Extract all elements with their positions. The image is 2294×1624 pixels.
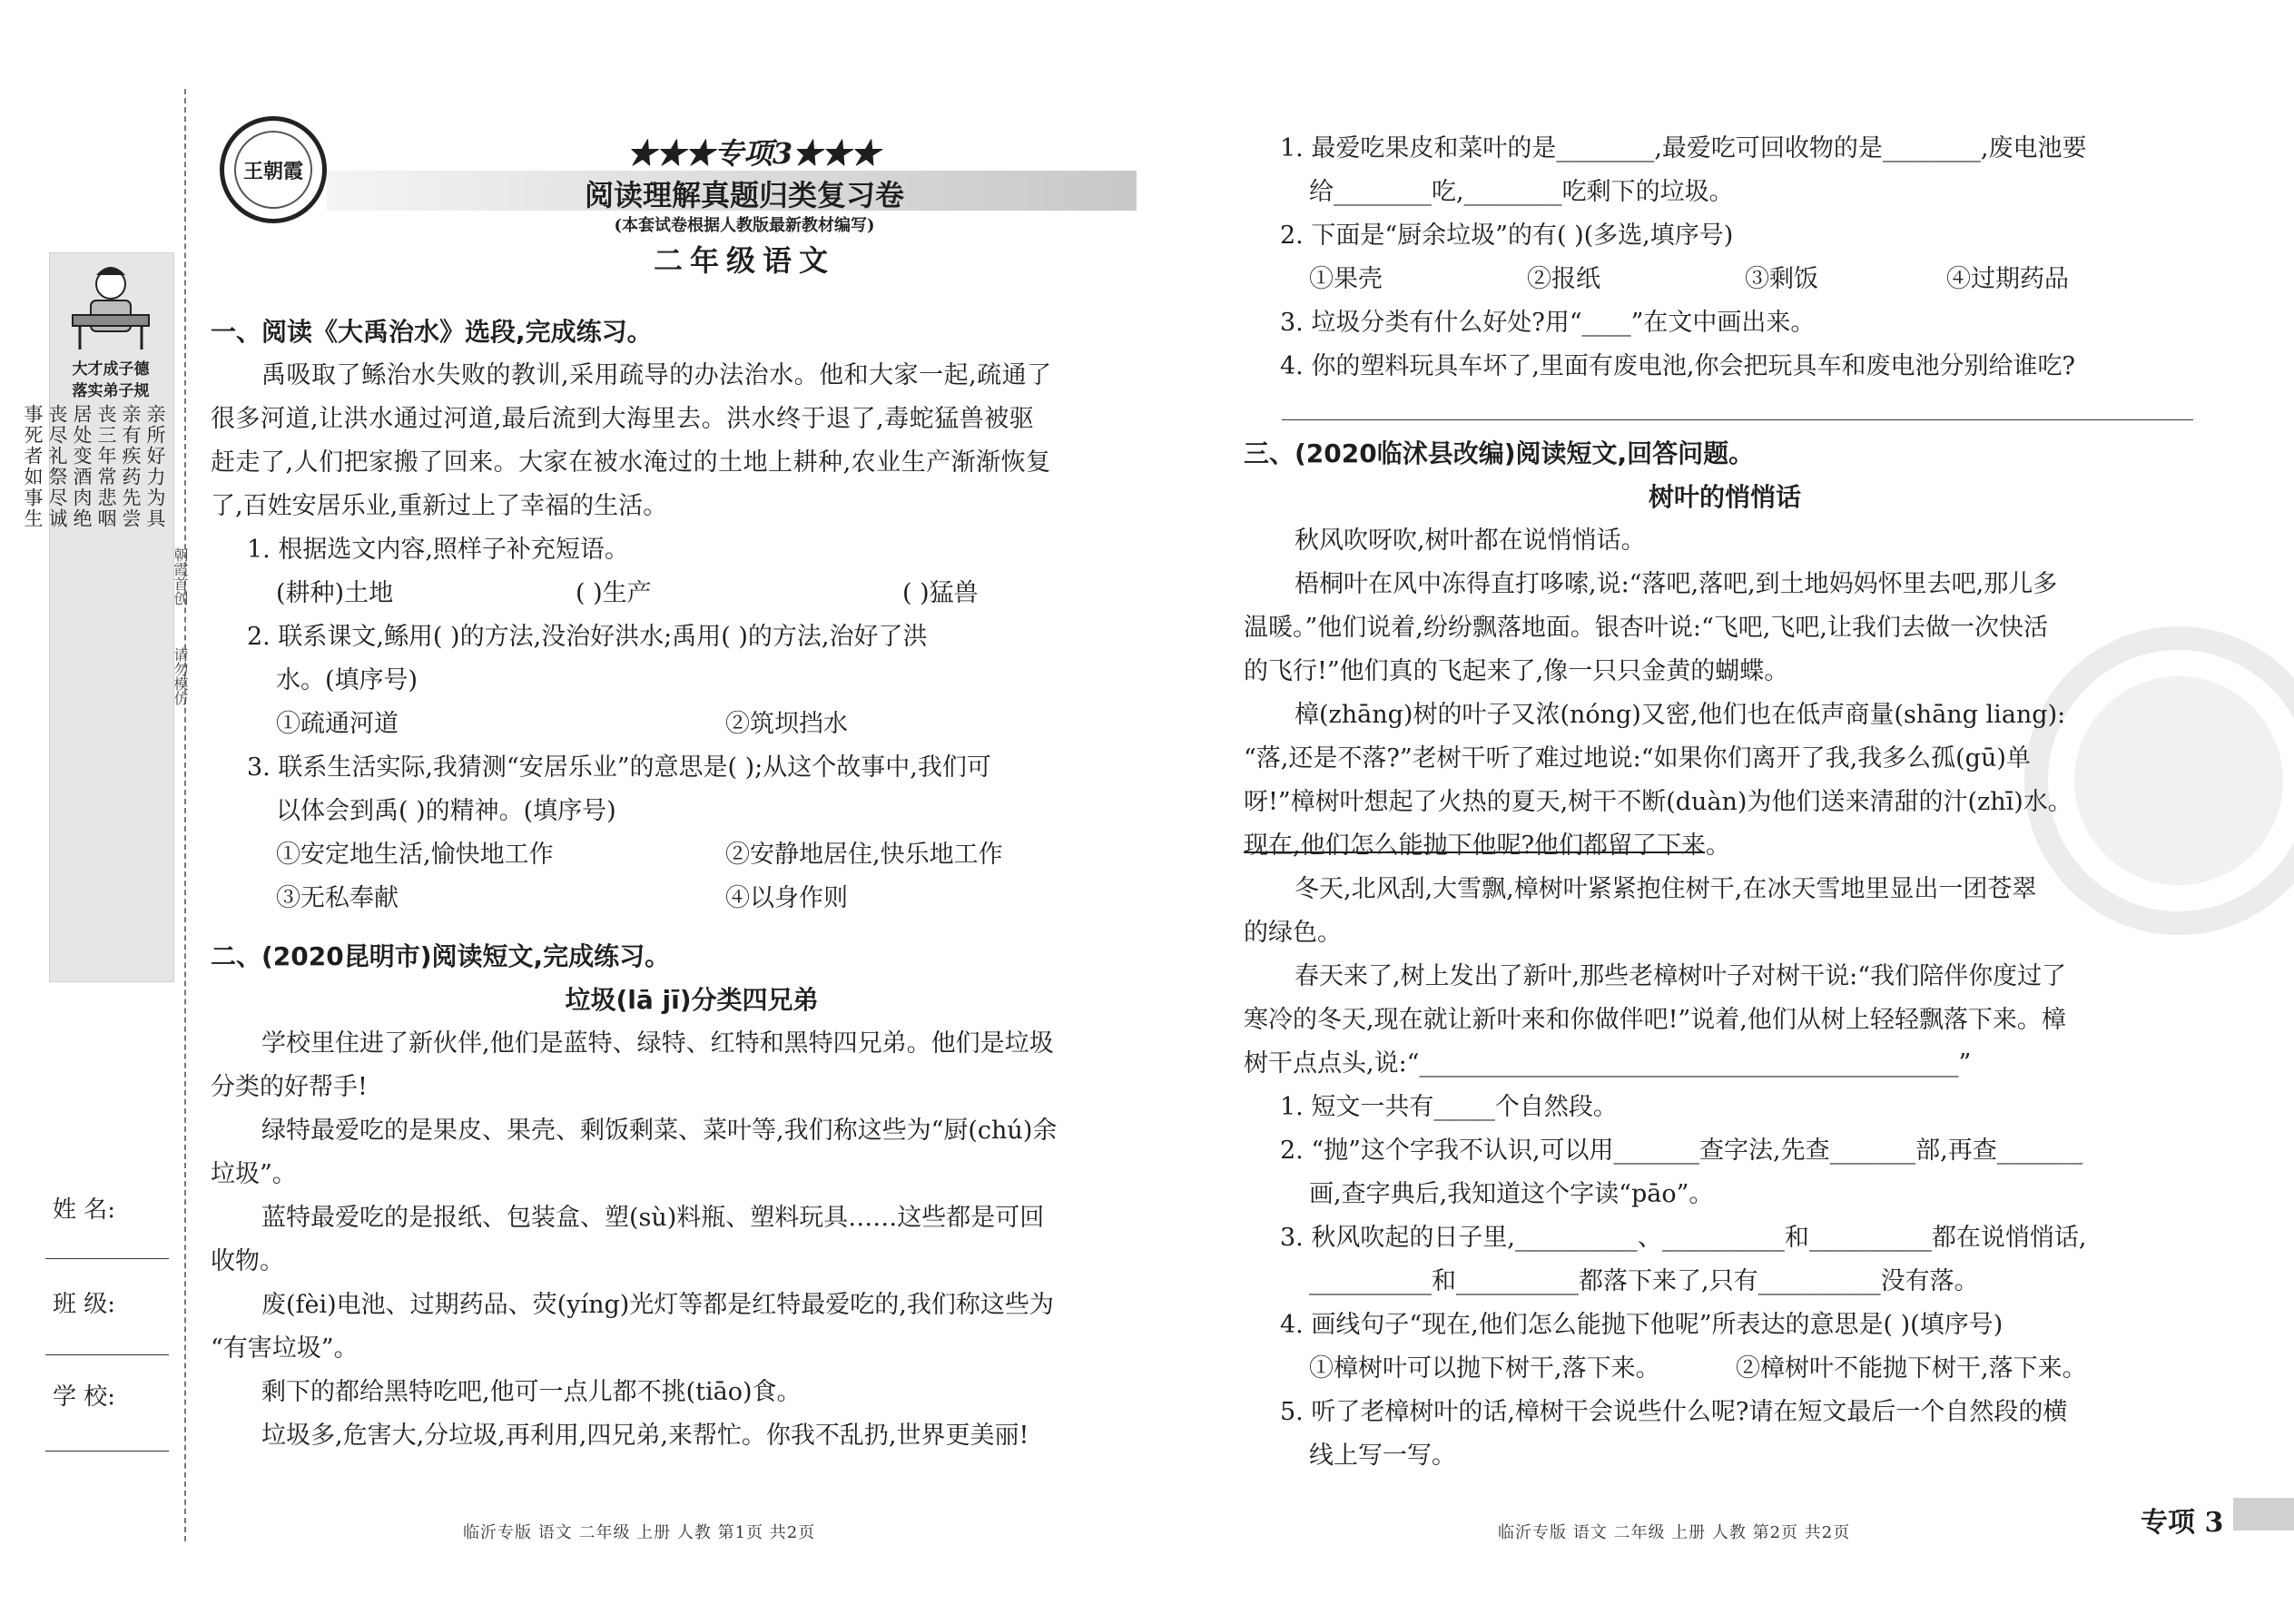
question-2-cont: 水。(填序号) bbox=[276, 666, 418, 694]
poem-line: 丧尽礼祭尽诚 bbox=[46, 404, 68, 529]
question-4: 4. 你的塑料玩具车坏了,里面有废电池,你会把玩具车和废电池分别给谁吃? bbox=[1280, 352, 2075, 380]
passage-line: 蓝特最爱吃的是报纸、包装盒、塑(sù)料瓶、塑料玩具……这些都是可回 bbox=[261, 1204, 1045, 1232]
scholar-illustration bbox=[56, 259, 165, 354]
option: ②安静地居住,快乐地工作 bbox=[725, 841, 1003, 869]
passage-line: 了,百姓安居乐业,重新过上了幸福的生活。 bbox=[211, 492, 668, 520]
motto-line-1: 大才成子德 bbox=[72, 360, 150, 379]
phrase-example: (耕种)土地 bbox=[276, 579, 394, 607]
option: ③无私奉献 bbox=[276, 884, 399, 912]
poem-line: 亲所好力为具 bbox=[144, 404, 166, 529]
section-2-questions bbox=[1280, 127, 2197, 389]
question-2-cont: 画,查字典后,我知道这个字读“pāo”。 bbox=[1309, 1180, 1714, 1208]
passage-line-underlined: 现在,他们怎么能抛下他呢?他们都留了下来。 bbox=[1244, 832, 1731, 860]
phrase-blank[interactable]: ( )猛兽 bbox=[902, 579, 979, 607]
section-3 bbox=[1244, 432, 2206, 1478]
motto bbox=[54, 359, 167, 402]
school-label: 学 校: bbox=[53, 1383, 116, 1411]
side-note-2: 请勿模仿 bbox=[172, 647, 189, 705]
page-title: 阅读理解真题归类复习卷 bbox=[584, 178, 904, 212]
question-1: 1. 根据选文内容,照样子补充短语。 bbox=[247, 536, 629, 564]
passage-line: 垃圾多,危害大,分垃圾,再利用,四兄弟,来帮忙。你我不乱扔,世界更美丽! bbox=[261, 1422, 1029, 1450]
question-3-cont: __________和__________都落下来了,只有__________没有落。 bbox=[1309, 1267, 1979, 1295]
question-5: 5. 听了老樟树叶的话,樟树干会说些什么呢?请在短文最后一个自然段的横 bbox=[1280, 1398, 2068, 1426]
passage-title: 垃圾(lā jī)分类四兄弟 bbox=[565, 985, 819, 1015]
section-2 bbox=[211, 935, 1173, 1458]
passage-line: 垃圾”。 bbox=[211, 1160, 297, 1188]
question-5-cont: 线上写一写。 bbox=[1309, 1442, 1456, 1470]
question-3: 3. 秋风吹起的日子里,__________、__________和__________都在说悄悄话, bbox=[1280, 1224, 2087, 1252]
option: ①疏通河道 bbox=[276, 710, 399, 738]
option: ①安定地生活,愉快地工作 bbox=[276, 841, 554, 869]
poem-line: 事死者如事生 bbox=[22, 404, 44, 529]
passage-line: 收物。 bbox=[211, 1247, 284, 1275]
poem-line: 亲有疾药先尝 bbox=[120, 404, 142, 529]
name-label: 姓 名: bbox=[53, 1196, 116, 1224]
question-3: 3. 联系生活实际,我猜测“安居乐业”的意思是( );从这个故事中,我们可 bbox=[247, 753, 991, 782]
brand-logo bbox=[220, 116, 327, 223]
fold-line bbox=[184, 89, 186, 1541]
passage-line: 的飞行!”他们真的飞起来了,像一只只金黄的蝴蝶。 bbox=[1244, 657, 1789, 685]
option: ①果壳 bbox=[1309, 265, 1383, 293]
option: ①樟树叶可以抛下树干,落下来。 bbox=[1309, 1354, 1660, 1383]
page-tab-label: 专项 3 bbox=[2141, 1507, 2224, 1539]
page-tab-bar bbox=[2233, 1498, 2294, 1530]
page-subtitle: (本套试卷根据人教版最新教材编写) bbox=[614, 216, 875, 235]
passage-line: 梧桐叶在风中冻得直打哆嗦,说:“落吧,落吧,到土地妈妈怀里去吧,那儿多 bbox=[1295, 570, 2058, 598]
question-4: 4. 画线句子“现在,他们怎么能抛下他呢”所表达的意思是( )(填序号) bbox=[1280, 1311, 2004, 1339]
answer-line[interactable] bbox=[1282, 419, 2193, 420]
question-3-cont: 以体会到禹( )的精神。(填序号) bbox=[276, 797, 616, 825]
passage-line: 剩下的都给黑特吃吧,他可一点儿都不挑(tiāo)食。 bbox=[261, 1378, 802, 1406]
section-1 bbox=[211, 310, 1173, 920]
passage-line: 春天来了,树上发出了新叶,那些老樟树叶子对树干说:“我们陪伴你度过了 bbox=[1295, 962, 2067, 990]
question-1: 1. 短文一共有_____个自然段。 bbox=[1280, 1093, 1618, 1121]
section-1-heading: 一、阅读《大禹治水》选段,完成练习。 bbox=[211, 317, 653, 347]
passage-line: 呀!”樟树叶想起了火热的夏天,树干不断(duàn)为他们送来清甜的汁(zhī)水。 bbox=[1244, 788, 2072, 816]
poem-line: 居处变酒肉绝 bbox=[71, 404, 93, 529]
poem-block bbox=[22, 404, 167, 967]
section-2-heading: 二、(2020昆明市)阅读短文,完成练习。 bbox=[211, 941, 671, 971]
passage-line: 冬天,北风刮,大雪飘,樟树叶紧紧抱住树干,在冰天雪地里显出一团苍翠 bbox=[1295, 875, 2037, 903]
class-label: 班 级: bbox=[53, 1291, 116, 1318]
passage-line: 废(fèi)电池、过期药品、荧(yíng)光灯等都是红特最爱吃的,我们称这些为 bbox=[261, 1291, 1054, 1319]
passage-line: “落,还是不落?”老树干听了难过地说:“如果你们离开了我,我多么孤(gū)单 bbox=[1244, 744, 2031, 773]
poem-line: 丧三年常悲咽 bbox=[95, 404, 117, 529]
footer-right: 临沂专版 语文 二年级 上册 人教 第2页 共2页 bbox=[1498, 1523, 1851, 1542]
passage-line: 禹吸取了鲧治水失败的教训,采用疏导的办法治水。他和大家一起,疏通了 bbox=[261, 361, 1052, 389]
footer-left: 临沂专版 语文 二年级 上册 人教 第1页 共2页 bbox=[463, 1523, 816, 1542]
passage-line: 分类的好帮手! bbox=[211, 1073, 368, 1101]
side-note-1: 朝霞首创 bbox=[172, 547, 189, 605]
passage-line: 温暖。”他们说着,纷纷飘落地面。银杏叶说:“飞吧,飞吧,让我们去做一次快活 bbox=[1244, 614, 2048, 642]
passage-line: 赶走了,人们把家搬了回来。大家在被水淹过的土地上耕种,农业生产渐渐恢复 bbox=[211, 448, 1051, 477]
passage-line: 的绿色。 bbox=[1244, 919, 1342, 947]
motto-line-2: 落实弟子规 bbox=[72, 382, 150, 400]
grade-label: 二年级语文 bbox=[653, 243, 835, 278]
passage-line: 学校里住进了新伙伴,他们是蓝特、绿特、红特和黑特四兄弟。他们是垃圾 bbox=[261, 1029, 1054, 1058]
passage-line: 绿特最爱吃的是果皮、果壳、剩饭剩菜、菜叶等,我们称这些为“厨(chú)余 bbox=[261, 1117, 1058, 1145]
passage-title: 树叶的悄悄话 bbox=[1648, 482, 1801, 512]
question-2: 2. 下面是“厨余垃圾”的有( )(多选,填序号) bbox=[1280, 221, 1734, 250]
option: ④以身作则 bbox=[725, 884, 848, 912]
school-field[interactable] bbox=[45, 1451, 169, 1452]
option: ②樟树叶不能抛下树干,落下来。 bbox=[1736, 1354, 2087, 1383]
option: ②筑坝挡水 bbox=[725, 710, 848, 738]
question-3: 3. 垃圾分类有什么好处?用“____”在文中画出来。 bbox=[1280, 309, 1816, 337]
passage-line: 樟(zhāng)树的叶子又浓(nóng)又密,他们也在低声商量(shāng liang): bbox=[1295, 701, 2066, 729]
project-label: ★★★专项3★★★ bbox=[626, 136, 881, 171]
option: ④过期药品 bbox=[1946, 265, 2069, 293]
passage-line: 很多河道,让洪水通过河道,最后流到大海里去。洪水终于退了,毒蛇猛兽被驱 bbox=[211, 405, 1035, 433]
question-1-cont: 给________吃,________吃剩下的垃圾。 bbox=[1309, 178, 1734, 206]
class-field[interactable] bbox=[45, 1354, 169, 1355]
question-1: 1. 最爱吃果皮和菜叶的是________,最爱吃可回收物的是________,废电池要 bbox=[1280, 134, 2087, 162]
option: ②报纸 bbox=[1527, 265, 1600, 293]
passage-line: “有害垃圾”。 bbox=[211, 1334, 359, 1363]
question-2: 2. “抛”这个字我不认识,可以用_______查字法,先查_______部,再查_______ bbox=[1280, 1137, 2083, 1165]
section-3-heading: 三、(2020临沭县改编)阅读短文,回答问题。 bbox=[1244, 438, 1755, 468]
passage-line: 寒冷的冬天,现在就让新叶来和你做伴吧!”说着,他们从树上轻轻飘落下来。樟 bbox=[1244, 1006, 2066, 1034]
passage-line[interactable]: 树干点点头,说:“____________________________________________” bbox=[1244, 1049, 1972, 1078]
passage-line: 秋风吹呀吹,树叶都在说悄悄话。 bbox=[1295, 527, 1646, 555]
phrase-blank[interactable]: ( )生产 bbox=[576, 579, 652, 607]
name-field[interactable] bbox=[45, 1258, 169, 1259]
option: ③剩饭 bbox=[1745, 265, 1818, 293]
question-2: 2. 联系课文,鲧用( )的方法,没治好洪水;禹用( )的方法,治好了洪 bbox=[247, 623, 928, 651]
logo-text: 王朝霞 bbox=[242, 159, 303, 183]
passage-underline bbox=[1244, 851, 1705, 853]
